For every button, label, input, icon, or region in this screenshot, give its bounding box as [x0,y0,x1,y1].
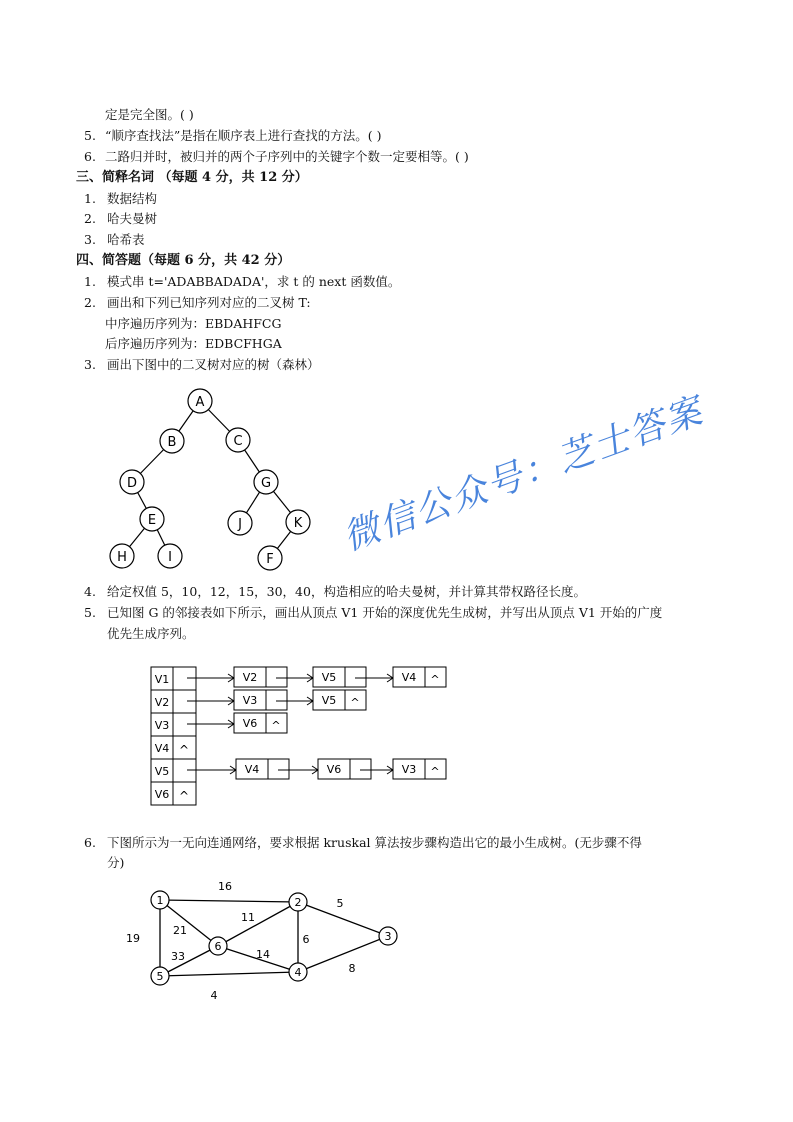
network-edge [218,902,298,946]
list-node-label: V4 [401,671,417,684]
item-number: 1. [84,274,96,289]
edge-weight: 33 [171,950,185,963]
line-text: 定是完全图。( ) [105,107,194,122]
question-text: 画出下图中的二叉树对应的树（森林） [107,357,320,372]
null-pointer: ^ [430,673,440,686]
null-pointer: ^ [430,765,440,778]
question-text: 已知图 G 的邻接表如下所示，画出从顶点 V1 开始的深度优先生成树，并写出从顶点 V1 开始的广度 [107,605,663,620]
tree-node-label: E [147,513,157,528]
question-text: 给定权值 5，10，12，15，30，40，构造相应的哈夫曼树，并计算其带权路径长度。 [107,584,586,599]
list-node-label: V3 [401,763,417,776]
list-node-next [345,667,366,687]
item-number: 5. [84,605,96,620]
head-vertex-label: V6 [154,788,170,801]
question-text: 模式串 t='ADABBADADA'，求 t 的 next 函数值。 [107,274,401,289]
tree-node-label: I [168,550,172,565]
edge-weight: 19 [126,932,140,945]
network-vertex-label: 5 [156,970,164,983]
network-vertex-label: 3 [384,930,392,943]
section-4-title: 四、简答题（每题 6 分，共 42 分） [76,253,291,268]
edge-weight: 5 [336,897,344,910]
item-number: 2. [84,211,96,226]
tree-node-label: G [260,476,272,491]
head-vertex-label: V2 [154,696,170,709]
item-number: 3. [84,232,96,247]
question-text: 下图所示为一无向连通网络，要求根据 kruskal 算法按步骤构造出它的最小生成树。(无步骤不得 [107,835,642,850]
term: 数据结构 [107,191,158,206]
inorder-sequence: 中序遍历序列为：EBDAHFCG [105,316,282,331]
list-node-label: V4 [244,763,260,776]
null-pointer: ^ [178,789,190,803]
edge-weight: 16 [218,880,232,893]
head-vertex-label: V5 [154,765,170,778]
network-vertex-label: 1 [156,894,164,907]
head-vertex-label: V1 [154,673,170,686]
tree-node-label: K [293,516,303,531]
head-vertex-label: V4 [154,742,170,755]
tree-node-label: D [126,476,138,491]
network-edge [160,900,298,902]
edge-weight: 14 [256,948,270,961]
item-number: 6. [84,835,96,850]
list-node-next [350,759,371,779]
item-number: 3. [84,357,96,372]
postorder-sequence: 后序遍历序列为：EDBCFHGA [105,336,282,351]
null-pointer: ^ [178,743,190,757]
tree-node-label: B [167,435,177,450]
null-pointer: ^ [271,719,281,732]
item-number: 1. [84,191,96,206]
list-node-label: V3 [242,694,258,707]
term: 哈夫曼树 [107,211,158,226]
edge-weight: 11 [241,911,255,924]
question-text-cont: 分) [107,855,125,870]
head-vertex-label: V3 [154,719,170,732]
edge-weight: 4 [210,989,218,1002]
null-pointer: ^ [350,696,360,709]
list-node-next [268,759,289,779]
network-vertex-label: 4 [294,966,302,979]
tree-node-label: A [195,395,205,410]
edge-weight: 6 [302,933,310,946]
tree-node-label: J [238,517,242,532]
list-node-label: V6 [242,717,258,730]
network-edge [160,946,218,976]
line-text: “顺序查找法”是指在顺序表上进行查找的方法。( ) [105,128,382,143]
list-node-next [266,690,287,710]
item-number: 5. [84,128,96,143]
network-edge [160,972,298,976]
network-edge [298,936,388,972]
edge-weight: 21 [173,924,187,937]
watermark: 微信公众号：芝士答案 [337,390,709,559]
list-node-label: V2 [242,671,258,684]
network-edge [160,900,218,946]
item-number: 4. [84,584,96,599]
list-node-label: V6 [326,763,342,776]
section-3-title: 三、简释名词 （每题 4 分，共 12 分） [76,170,308,185]
question-text-cont: 优先生成序列。 [107,626,195,641]
network-vertex-label: 6 [214,940,222,953]
tree-node-label: H [117,550,127,565]
network-vertex-label: 2 [294,896,302,909]
list-node-next [266,667,287,687]
tree-node-label: F [266,552,274,567]
edge-weight: 8 [348,962,356,975]
item-number: 2. [84,295,96,310]
list-node-label: V5 [321,694,337,707]
tree-node-label: C [233,434,243,449]
term: 哈希表 [107,232,145,247]
item-number: 6. [84,149,96,164]
list-node-label: V5 [321,671,337,684]
line-text: 二路归并时，被归并的两个子序列中的关键字个数一定要相等。( ) [105,149,469,164]
question-text: 画出和下列已知序列对应的二叉树 T: [107,295,311,310]
